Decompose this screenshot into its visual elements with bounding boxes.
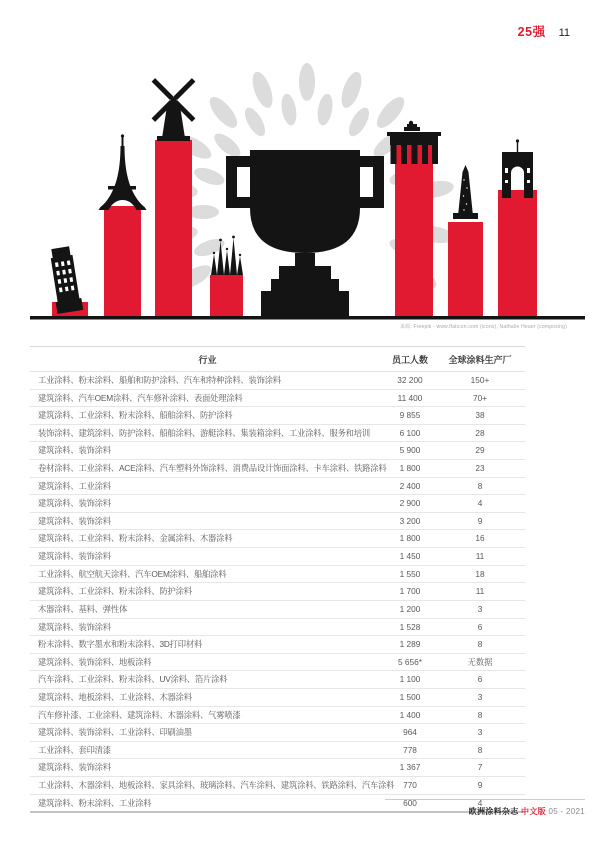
employees-cell: 11 400 <box>385 389 435 407</box>
plants-cell: 7 <box>435 759 525 777</box>
table-row <box>30 389 525 407</box>
employees-cell: 600 <box>385 794 435 812</box>
industry-cell: 建筑涂料、汽车OEM涂料、汽车修补涂料、表面处理涂料 <box>30 389 385 407</box>
plants-cell: 9 <box>435 512 525 530</box>
table-row <box>30 512 525 530</box>
employees-cell: 1 550 <box>385 565 435 583</box>
industry-cell: 木器涂料、基料、弹性体 <box>30 600 385 618</box>
bar-eiffel <box>104 206 141 318</box>
plants-cell: 3 <box>435 688 525 706</box>
industry-cell: 汽车修补漆、工业涂料、建筑涂料、木器涂料、气雾喷漆 <box>30 706 385 724</box>
industry-cell: 建筑涂料、装饰涂料、工业涂料、印刷油墨 <box>30 724 385 742</box>
plants-cell: 23 <box>435 460 525 478</box>
table-row <box>30 618 525 636</box>
industry-cell: 建筑涂料、装饰涂料 <box>30 759 385 777</box>
employees-cell: 1 100 <box>385 671 435 689</box>
bar-brandenburg <box>395 145 433 318</box>
col-header-plants: 全球涂料生产厂 <box>435 347 525 372</box>
table-row <box>30 671 525 689</box>
employees-cell: 6 100 <box>385 424 435 442</box>
plants-cell: 无数据 <box>435 653 525 671</box>
employees-cell: 2 900 <box>385 495 435 513</box>
table-row <box>30 688 525 706</box>
plants-cell: 3 <box>435 724 525 742</box>
plants-cell: 11 <box>435 548 525 566</box>
employees-cell: 2 400 <box>385 477 435 495</box>
employees-cell: 964 <box>385 724 435 742</box>
industry-cell: 建筑涂料、装饰涂料 <box>30 618 385 636</box>
plants-cell: 4 <box>435 794 525 812</box>
employees-cell: 1 800 <box>385 460 435 478</box>
page-header <box>518 22 570 40</box>
employees-cell: 32 200 <box>385 372 435 390</box>
industry-cell: 建筑涂料、装饰涂料、地板涂料 <box>30 653 385 671</box>
section-title: 25强 <box>517 25 546 39</box>
industry-cell: 建筑涂料、装饰涂料 <box>30 548 385 566</box>
top25-table <box>30 346 525 813</box>
table-row <box>30 741 525 759</box>
table-row <box>30 460 525 478</box>
table-row <box>30 583 525 601</box>
industry-cell: 建筑涂料、装饰涂料 <box>30 442 385 460</box>
industry-cell: 建筑涂料、地板涂料、工业涂料、木器涂料 <box>30 688 385 706</box>
employees-cell: 3 200 <box>385 512 435 530</box>
table-body <box>30 372 525 813</box>
table-row <box>30 424 525 442</box>
plants-cell: 8 <box>435 477 525 495</box>
employees-cell: 778 <box>385 741 435 759</box>
employees-cell: 1 450 <box>385 548 435 566</box>
table-row <box>30 724 525 742</box>
table-row <box>30 548 525 566</box>
plants-cell: 16 <box>435 530 525 548</box>
employees-cell: 9 855 <box>385 407 435 425</box>
eiffel-tower-icon <box>99 134 147 210</box>
industry-cell: 卷材涂料、工业涂料、ACE涂料、汽车塑料外饰涂料、消费品设计饰面涂料、卡车涂料、铁路涂料 <box>30 460 385 478</box>
plants-cell: 3 <box>435 600 525 618</box>
bar-obelisk <box>448 222 483 318</box>
employees-cell: 1 800 <box>385 530 435 548</box>
footer-divider <box>385 799 585 800</box>
top-illustration <box>30 60 585 328</box>
plants-cell: 9 <box>435 777 525 795</box>
industry-cell: 粉末涂料、数字墨水和粉末涂料、3D打印材料 <box>30 636 385 654</box>
employees-cell: 1 367 <box>385 759 435 777</box>
industry-cell: 工业涂料、套印清漆 <box>30 741 385 759</box>
podium-illustration-svg <box>30 60 585 322</box>
employees-cell: 1 200 <box>385 600 435 618</box>
table-row <box>30 653 525 671</box>
table-header-row <box>30 347 525 372</box>
ground-line <box>30 316 585 320</box>
table-row <box>30 372 525 390</box>
table-row <box>30 636 525 654</box>
table-row <box>30 759 525 777</box>
plants-cell: 150+ <box>435 372 525 390</box>
industry-cell: 工业涂料、粉末涂料、船舶和防护涂料、汽车和特种涂料、装饰涂料 <box>30 372 385 390</box>
col-header-industry: 行业 <box>30 347 385 372</box>
journal-name: 欧洲涂料杂志 <box>468 807 519 816</box>
employees-cell: 770 <box>385 777 435 795</box>
industry-cell: 建筑涂料、装饰涂料 <box>30 495 385 513</box>
bar-belltower <box>498 190 537 318</box>
industry-cell: 汽车涂料、工业涂料、粉末涂料、UV涂料、箔片涂料 <box>30 671 385 689</box>
industry-cell: 建筑涂料、工业涂料 <box>30 477 385 495</box>
plants-cell: 11 <box>435 583 525 601</box>
employees-cell: 1 528 <box>385 618 435 636</box>
industry-cell: 建筑涂料、粉末涂料、工业涂料 <box>30 794 385 812</box>
plants-cell: 8 <box>435 636 525 654</box>
plants-cell: 18 <box>435 565 525 583</box>
employees-cell: 1 700 <box>385 583 435 601</box>
trophy-icon <box>226 150 384 318</box>
page-footer <box>469 806 585 817</box>
table-row <box>30 477 525 495</box>
journal-edition: 中文版 <box>521 807 546 816</box>
image-credit: 来源: Freepik - www.flaticon.com (icons), Nathalie Heuer (composing) <box>399 324 567 330</box>
table-row <box>30 794 525 812</box>
plants-cell: 8 <box>435 706 525 724</box>
plants-cell: 6 <box>435 671 525 689</box>
table-row <box>30 600 525 618</box>
plants-cell: 8 <box>435 741 525 759</box>
bell-tower-icon <box>502 139 533 198</box>
table-row <box>30 777 525 795</box>
industry-cell: 建筑涂料、工业涂料、粉末涂料、金属涂料、木器涂料 <box>30 530 385 548</box>
table-row <box>30 495 525 513</box>
employees-cell: 5 900 <box>385 442 435 460</box>
table-row <box>30 706 525 724</box>
journal-issue: 05 - 2021 <box>548 807 585 816</box>
industry-cell: 建筑涂料、装饰涂料 <box>30 512 385 530</box>
plants-cell: 6 <box>435 618 525 636</box>
bar-sagrada <box>210 275 243 318</box>
plants-cell: 29 <box>435 442 525 460</box>
industry-cell: 装饰涂料、建筑涂料、防护涂料、船舶涂料、游艇涂料、集装箱涂料、工业涂料、服务和培训 <box>30 424 385 442</box>
plants-cell: 70+ <box>435 389 525 407</box>
bar-windmill <box>155 140 192 318</box>
brandenburg-gate-icon <box>387 121 441 164</box>
windmill-icon <box>152 78 196 141</box>
page-number: 11 <box>558 27 570 39</box>
industry-cell: 工业涂料、航空航天涂料、汽车OEM涂料、船舶涂料 <box>30 565 385 583</box>
table-row <box>30 407 525 425</box>
employees-cell: 1 289 <box>385 636 435 654</box>
industry-cell: 建筑涂料、工业涂料、粉末涂料、船舶涂料、防护涂料 <box>30 407 385 425</box>
table-row <box>30 565 525 583</box>
plants-cell: 4 <box>435 495 525 513</box>
employees-cell: 1 500 <box>385 688 435 706</box>
plants-cell: 28 <box>435 424 525 442</box>
industry-cell: 工业涂料、木器涂料、地板涂料、家具涂料、玻璃涂料、汽车涂料、建筑涂料、铁路涂料、汽车涂料 <box>30 777 385 795</box>
employees-cell: 5 656* <box>385 653 435 671</box>
table-row <box>30 530 525 548</box>
col-header-employees: 员工人数 <box>385 347 435 372</box>
obelisk-icon <box>453 165 478 219</box>
plants-cell: 38 <box>435 407 525 425</box>
table-row <box>30 442 525 460</box>
industry-cell: 建筑涂料、工业涂料、粉末涂料、防护涂料 <box>30 583 385 601</box>
employees-cell: 1 400 <box>385 706 435 724</box>
